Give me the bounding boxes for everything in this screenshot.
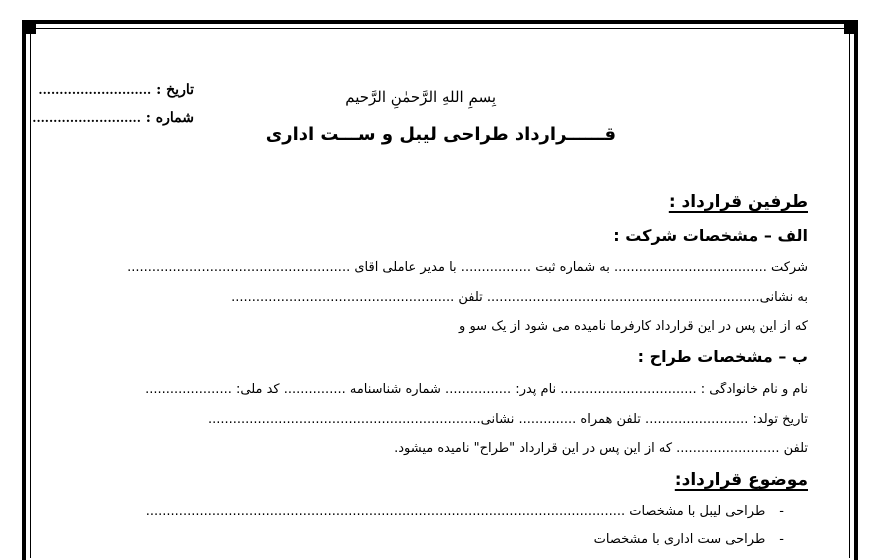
date-label: تاریخ :: [156, 82, 194, 98]
number-row: [32, 110, 194, 126]
date-row: [38, 82, 194, 98]
number-field: ..........................: [32, 111, 141, 125]
subject-heading-text: موضوع قرارداد:: [674, 470, 808, 490]
subject-item-2-text: طراحی ست اداری با مشخصات: [593, 532, 766, 547]
designer-line-3: تلفن ......................... که از این پس در این قرارداد "طراح" نامیده میشود.: [394, 441, 808, 456]
parties-heading-text: طرفین قرارداد :: [668, 192, 808, 212]
subject-item-1: [84, 504, 784, 519]
subject-item-1-text: طراحی لیبل با مشخصات ....................................................................................................................: [145, 504, 766, 519]
border-corner-top-right: [844, 20, 858, 34]
subject-heading: [675, 470, 808, 490]
designer-line-1: نام و نام خانوادگی : ................................. نام پدر: ................ شماره شناسنامه ............... کد ملی: .....................: [145, 382, 808, 397]
designer-heading: ب – مشخصات طراح :: [637, 347, 808, 366]
bismillah: بِسمِ اللهِ الرَّحمٰنِ الرَّحیم: [345, 88, 496, 106]
subject-item-2: [594, 532, 784, 547]
company-heading: الف – مشخصات شرکت :: [613, 226, 808, 245]
number-label: شماره :: [145, 110, 194, 126]
date-field: ...........................: [38, 83, 152, 97]
company-line-2: به نشانی.................................................................. تلفن ......................................................: [231, 290, 808, 305]
company-line-3: که از این پس در این قرارداد کارفرما نامیده می شود از یک سو و: [459, 319, 808, 334]
border-corner-top-left: [22, 20, 36, 34]
bullet-dash-icon: -: [779, 504, 784, 519]
parties-heading: [669, 192, 808, 212]
company-line-1: شرکت ..................................... به شماره ثبت ................. با مدیر عاملی آقای ......................................................: [127, 260, 808, 275]
document-title: قــــــرارداد طراحی لیبل و ســـت اداری: [265, 124, 616, 145]
designer-line-2: تاریخ تولد: ......................... تلفن همراه .............. نشانی..................................................................: [207, 412, 808, 427]
bullet-dash-icon: -: [779, 532, 784, 547]
